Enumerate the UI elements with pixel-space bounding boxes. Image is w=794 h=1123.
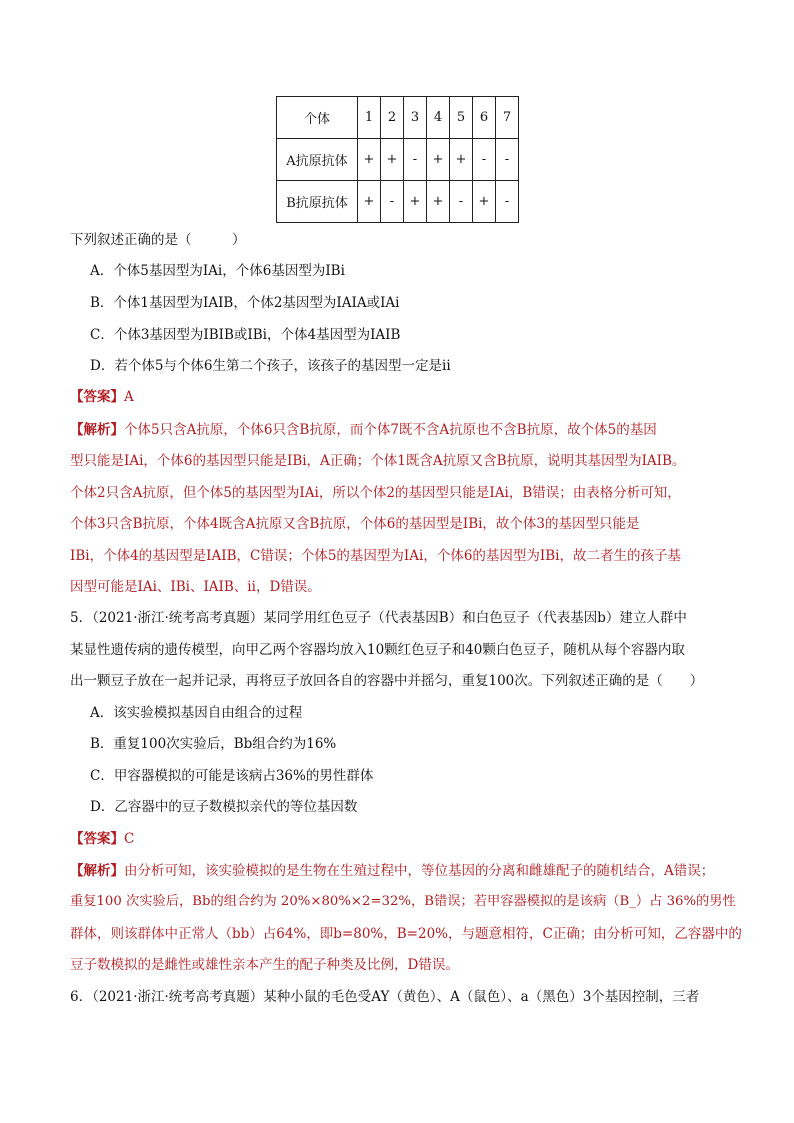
question-stem: 5．（2021·浙江·统考高考真题）某同学用红色豆子（代表基因B）和白色豆子（代表基因b）建立人群中 — [70, 610, 687, 626]
analysis-text: 个体2只含A抗原，但个体5的基因型为IAi，所以个体2的基因型只能是IAi，B错误；由表格分析可知， — [70, 485, 681, 501]
option-c: C．个体3基因型为IBIB或IBi，个体4基因型为IAIB — [90, 327, 401, 343]
question-stem: 某显性遗传病的遗传模型，向甲乙两个容器均放入10颗红色豆子和40颗白色豆子，随机从每个容器内取 — [70, 642, 685, 658]
option-d: D．若个体5与个体6生第二个孩子，该孩子的基因型一定是ii — [90, 358, 451, 374]
analysis-text: IBi，个体4的基因型是IAIB，C错误；个体5的基因型为IAi，个体6的基因型为IBi，故二者生的孩子基 — [70, 548, 681, 564]
answer-tag: 【答案】 — [70, 389, 124, 405]
analysis-text: 因型可能是IAi、IBi、IAIB、ii，D错误。 — [70, 579, 321, 595]
table-header-cell: 个体 — [277, 97, 358, 139]
table-row-label: B抗原抗体 — [277, 181, 358, 223]
analysis-text: 个体3只含B抗原，个体4既含A抗原又含B抗原，个体6的基因型是IBi，故个体3的基因型只能是 — [70, 516, 640, 532]
table-cell: - — [381, 181, 404, 223]
analysis-text: 重复100 次实验后，Bb的组合约为 20%×80%×2=32%，B错误；若甲容器模拟的是该病（B_）占 36%的男性 — [70, 894, 736, 909]
table-header-cell: 5 — [450, 97, 473, 139]
table-cell: + — [381, 139, 404, 181]
answer-value: C — [124, 831, 135, 847]
answer-value: A — [124, 389, 134, 405]
question-stem: 下列叙述正确的是（ ） — [70, 232, 246, 248]
analysis-tag: 【解析】 — [70, 422, 124, 438]
table-cell: + — [427, 139, 450, 181]
table-cell: + — [358, 139, 381, 181]
table-cell: + — [450, 139, 473, 181]
question-stem: 出一颗豆子放在一起并记录，再将豆子放回各自的容器中并摇匀，重复100次。下列叙述正确的是（ ） — [70, 673, 704, 689]
table-row-label: A抗原抗体 — [277, 139, 358, 181]
analysis-text: 群体，则该群体中正常人（bb）占64%，即b=80%，B=20%，与题意相符，C正确；由分析可知，乙容器中的 — [70, 926, 742, 942]
table-cell: + — [427, 181, 450, 223]
table-cell: - — [450, 181, 473, 223]
table-header-cell: 3 — [404, 97, 427, 139]
table-header-row — [277, 97, 519, 139]
answer-line — [70, 829, 134, 849]
answer-line — [70, 387, 134, 407]
option-a: A．该实验模拟基因自由组合的过程 — [90, 705, 303, 721]
option-a: A．个体5基因型为IAi，个体6基因型为IBi — [90, 263, 345, 279]
analysis-text: 个体5只含A抗原，个体6只含B抗原，而个体7既不含A抗原也不含B抗原，故个体5的基因 — [124, 422, 657, 438]
analysis-line — [70, 420, 657, 440]
analysis-line — [70, 861, 714, 881]
table-header-cell: 1 — [358, 97, 381, 139]
table-cell: + — [404, 181, 427, 223]
table-header-cell: 6 — [473, 97, 496, 139]
question-stem: 6．（2021·浙江·统考高考真题）某种小鼠的毛色受AY（黄色）、A（鼠色）、a（黑色）3个基因控制，三者 — [70, 989, 700, 1005]
table-header-cell: 2 — [381, 97, 404, 139]
table-row — [277, 139, 519, 181]
analysis-text: 由分析可知，该实验模拟的是生物在生殖过程中，等位基因的分离和雌雄配子的随机结合，A错误； — [124, 863, 715, 879]
answer-tag: 【答案】 — [70, 831, 124, 847]
option-c: C．甲容器模拟的可能是该病占36%的男性群体 — [90, 768, 374, 784]
antigen-table — [276, 96, 519, 223]
table-cell: + — [473, 181, 496, 223]
analysis-tag: 【解析】 — [70, 863, 124, 879]
table-cell: + — [358, 181, 381, 223]
table-cell: - — [404, 139, 427, 181]
option-d: D．乙容器中的豆子数模拟亲代的等位基因数 — [90, 799, 358, 815]
option-b: B．重复100次实验后，Bb组合约为16% — [90, 736, 337, 752]
table-header-cell: 7 — [496, 97, 519, 139]
analysis-text: 型只能是IAi，个体6的基因型只能是IBi，A正确；个体1既含A抗原又含B抗原，说明其基因型为IAIB。 — [70, 453, 686, 469]
option-b: B．个体1基因型为IAIB，个体2基因型为IAIA或IAi — [90, 295, 400, 311]
table-row — [277, 181, 519, 223]
table-cell: - — [496, 181, 519, 223]
table-cell: - — [473, 139, 496, 181]
table-cell: - — [496, 139, 519, 181]
analysis-text: 豆子数模拟的是雌性或雄性亲本产生的配子种类及比例，D错误。 — [70, 957, 459, 973]
table-header-cell: 4 — [427, 97, 450, 139]
